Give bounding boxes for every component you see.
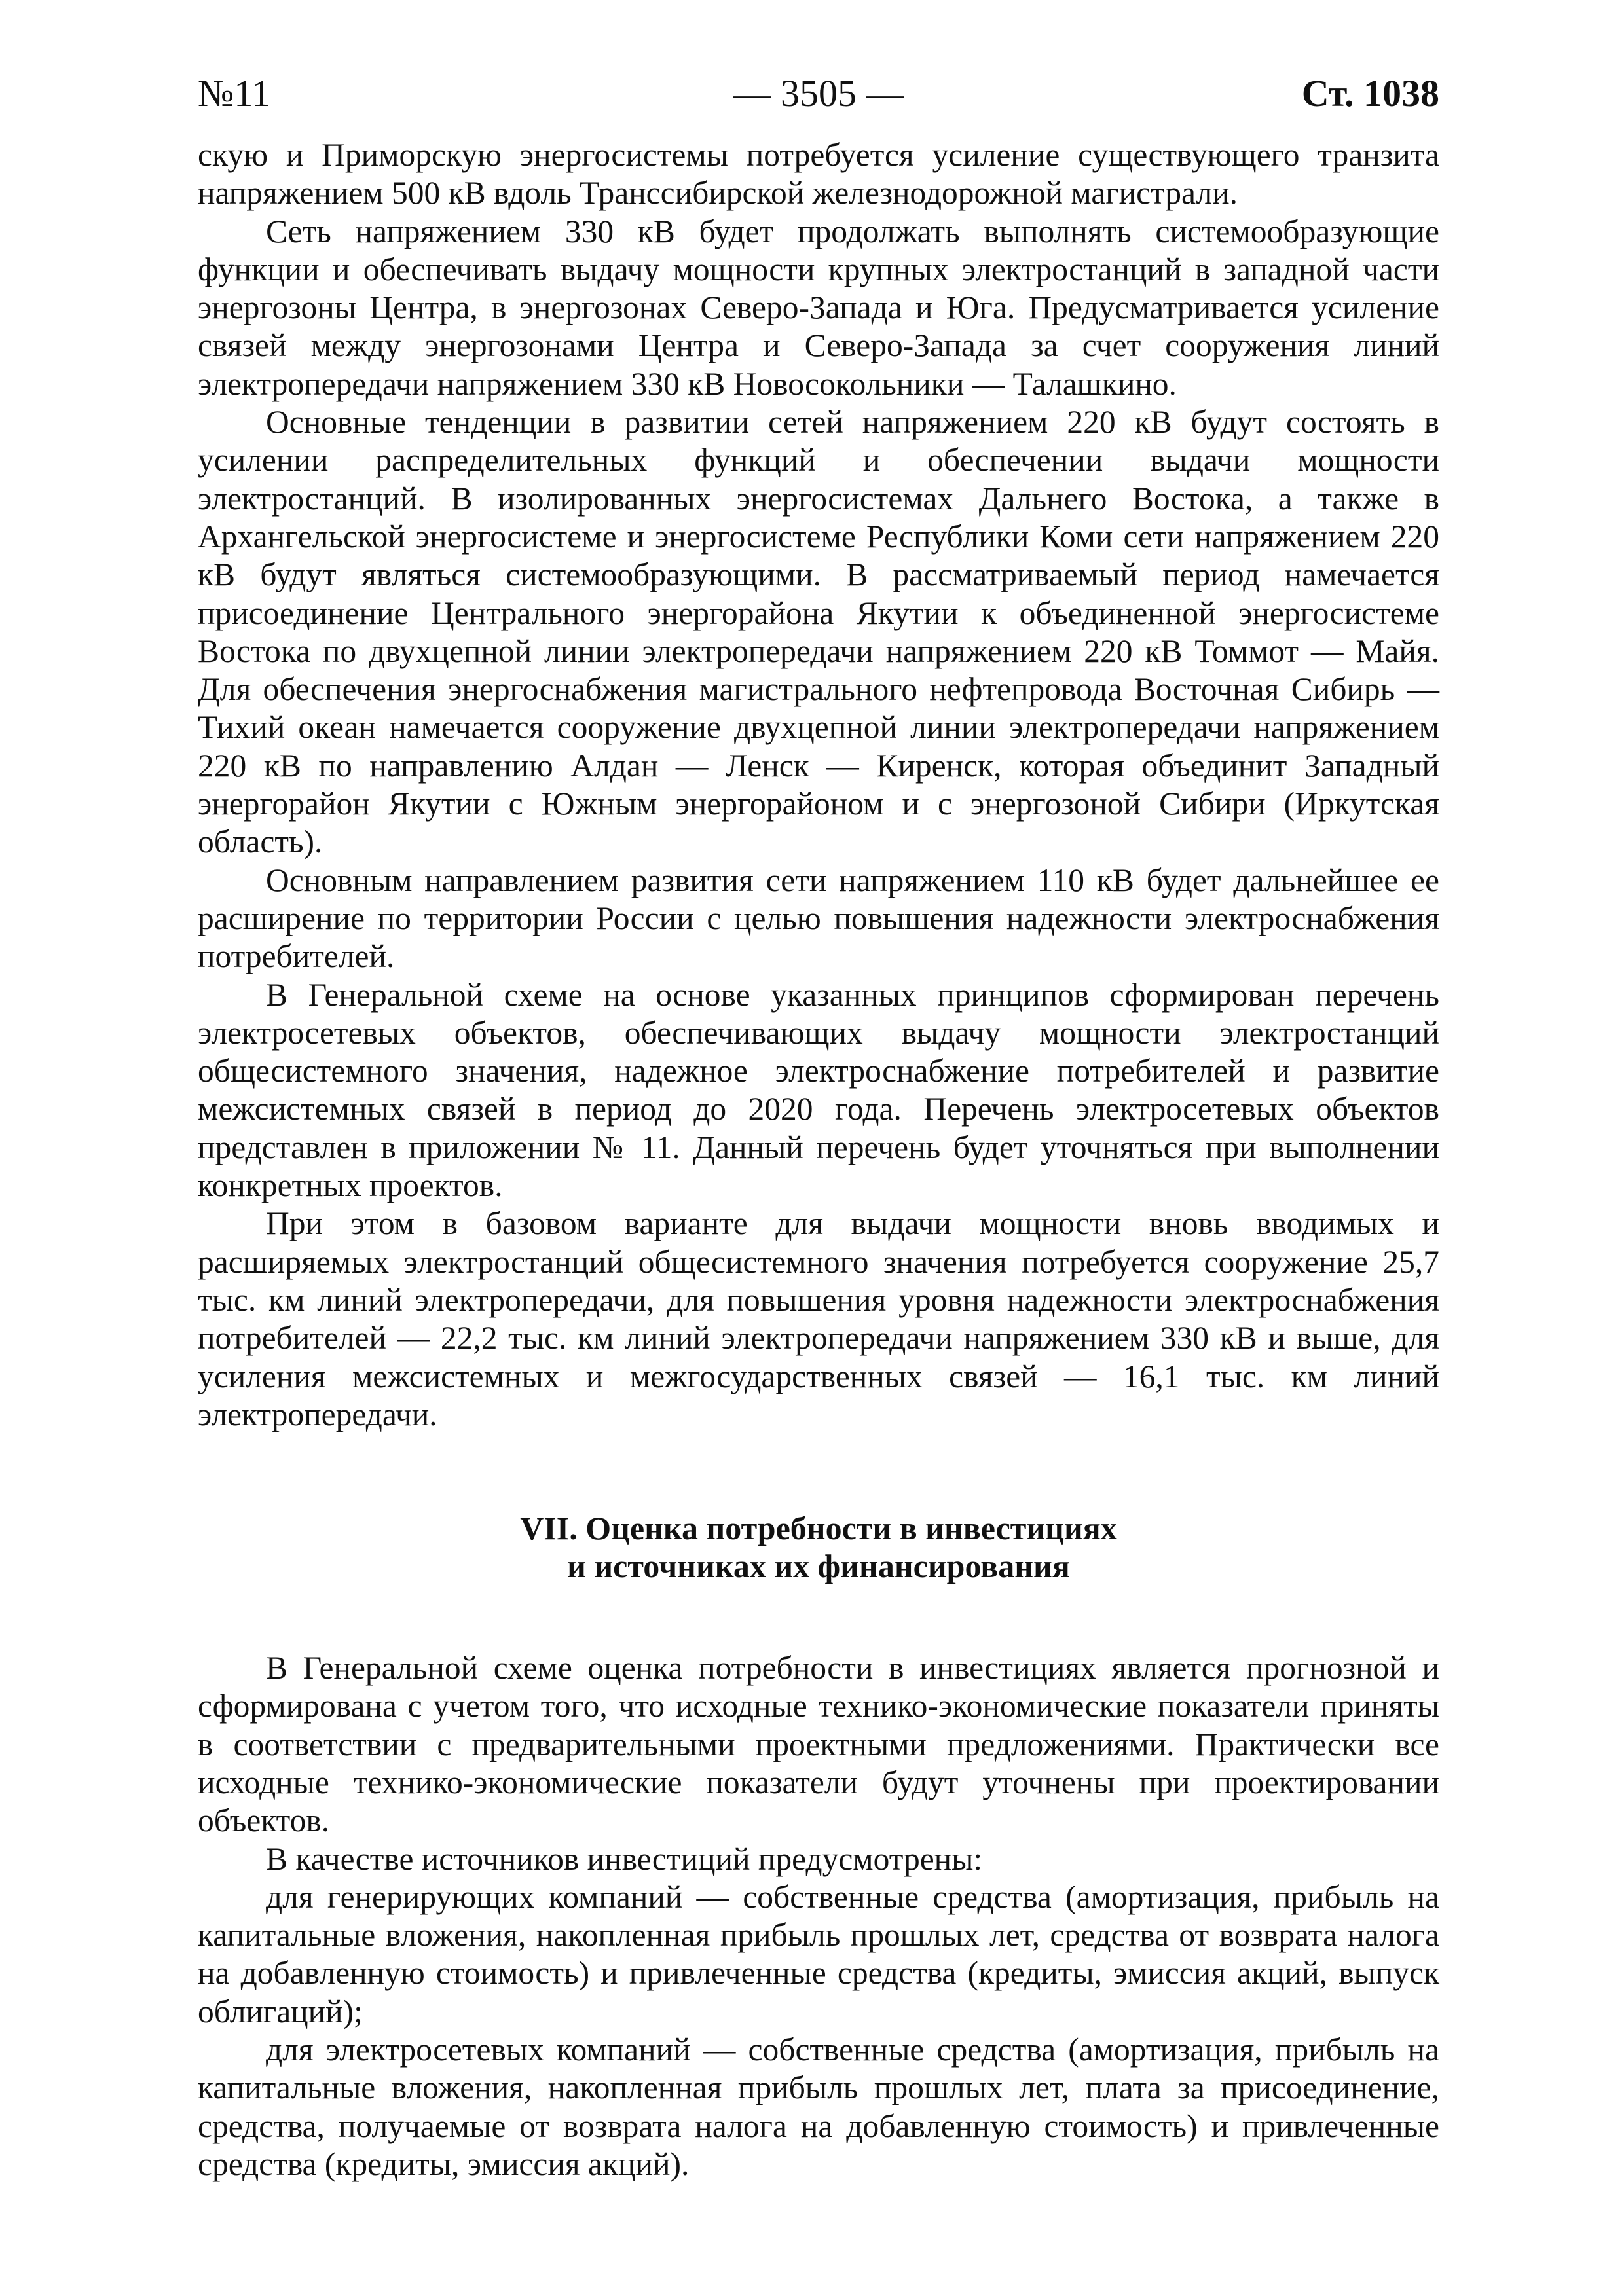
paragraph: При этом в базовом варианте для выдачи мощности вновь вводимых и расширяемых электростанций общесистемного значения потребуется сооружение 25,7 тыс. км линий электропередачи, для повышения уровня надежности электроснабжения потребителей — 22,2 тыс. км линий электропередачи напряжением 330 кВ и выше, для усиления межсистемных и межгосударственных связей — 16,1 тыс. км линий электропередачи. <box>198 1205 1439 1432</box>
section-heading-line: VII. Оценка потребности в инвестициях <box>520 1510 1117 1547</box>
paragraph: Основным направлением развития сети напряжением 110 кВ будет дальнейшее ее расширение по территории России с целью повышения надежности электроснабжения потребителей. <box>198 862 1439 975</box>
paragraph: для генерирующих компаний — собственные средства (амортизация, прибыль на капитальные вложения, накопленная прибыль прошлых лет, средства от возврата налога на добавленную стоимость) и привлеченные средства (кредиты, эмиссия акций, выпуск облигаций); <box>198 1878 1439 2030</box>
issue-number: №11 <box>198 72 271 115</box>
paragraph: В Генеральной схеме на основе указанных принципов сформирован перечень электросетевых объектов, обеспечивающих выдачу мощности электростанций общесистемного значения, надежное электроснабжение потребителей и развитие межсистемных связей в период до 2020 года. Перечень электросетевых объектов представлен в приложении № 11. Данный перечень будет уточняться при выполнении конкретных проектов. <box>198 976 1439 1204</box>
document-body <box>198 136 1439 2183</box>
section-heading <box>198 1509 1439 1585</box>
paragraph: Сеть напряжением 330 кВ будет продолжать выполнять системообразующие функции и обеспечивать выдачу мощности крупных электростанций в западной части энергозоны Центра, в энергозонах Северо-Запада и Юга. Предусматривается усиление связей между энергозонами Центра и Северо-Запада за счет сооружения линий электропередачи напряжением 330 кВ Новосокольники — Талашкино. <box>198 213 1439 402</box>
paragraph: В качестве источников инвестиций предусмотрены: <box>266 1840 983 1877</box>
paragraph: для электросетевых компаний — собственные средства (амортизация, прибыль на капитальные вложения, накопленная прибыль прошлых лет, плата за присоединение, средства, получаемые от возврата налога на добавленную стоимость) и привлеченные средства (кредиты, эмиссия акций). <box>198 2032 1439 2182</box>
paragraph: В Генеральной схеме оценка потребности в инвестициях является прогнозной и сформирована с учетом того, что исходные технико-экономические показатели приняты в соответствии с предварительными проектными предложениями. Практически все исходные технико-экономические показатели будут уточнены при проектировании объектов. <box>198 1650 1439 1839</box>
paragraph: Основные тенденции в развитии сетей напряжением 220 кВ будут состоять в усилении распределительных функций и обеспечении выдачи мощности электростанций. В изолированных энергосистемах Дальнего Востока, а также в Архангельской энергосистеме и энергосистеме Республики Коми сети напряжением 220 кВ будут являться системообразующими. В рассматриваемый период намечается присоединение Центрального энергорайона Якутии к объединенной энергосистеме Востока по двухцепной линии электропередачи напряжением 220 кВ Томмот — Майя. Для обеспечения энергоснабжения магистрального нефтепровода Восточная Сибирь — Тихий океан намечается сооружение двухцепной линии электропередачи напряжением 220 кВ по направлению Алдан — Ленск — Киренск, которая объединит Западный энергорайон Якутии с Южным энергорайоном и с энергозоной Сибири (Иркутская область). <box>198 404 1439 860</box>
page-header <box>198 71 1439 117</box>
section-heading-line: и источниках их финансирования <box>567 1548 1070 1585</box>
page-number: — 3505 — <box>733 72 904 115</box>
article-number: Ст. 1038 <box>1301 72 1439 115</box>
paragraph: скую и Приморскую энергосистемы потребуется усиление существующего транзита напряжением 500 кВ вдоль Транссибирской железнодорожной магистрали. <box>198 137 1439 211</box>
